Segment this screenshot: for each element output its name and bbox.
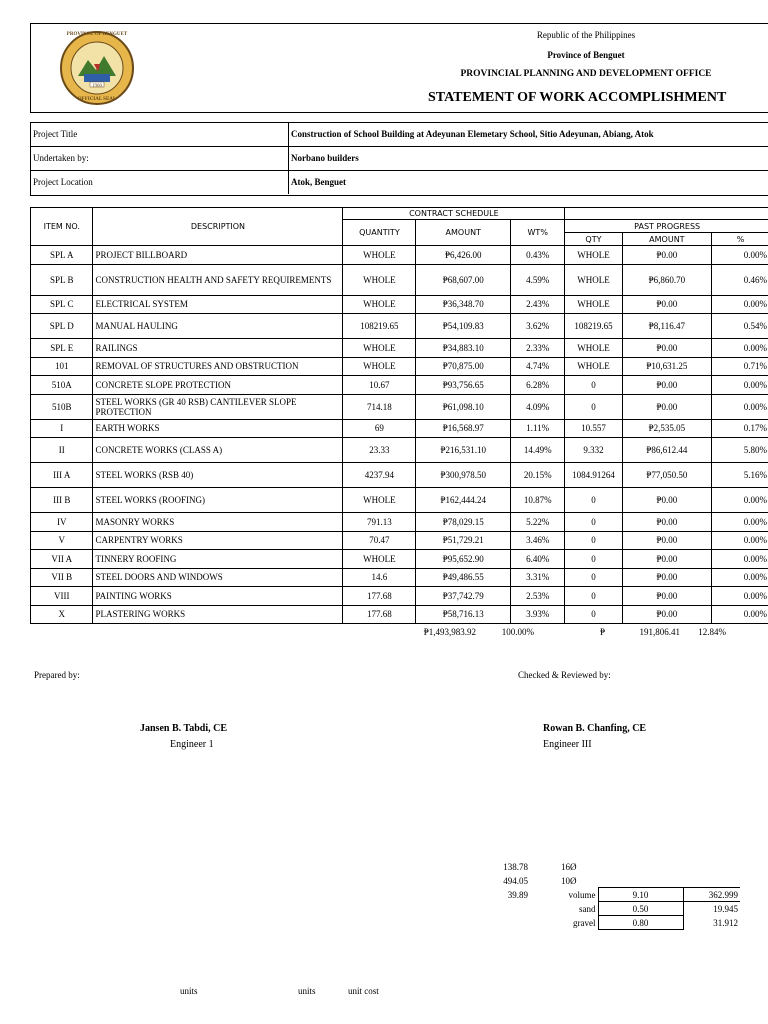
item-no-cell: SPL E [31, 339, 93, 358]
past-pct-cell: 5.80% [712, 438, 768, 463]
past-amount-cell: ₱0.00 [622, 605, 712, 624]
weight-pct-cell: 3.31% [511, 568, 565, 587]
amount-cell: ₱37,742.79 [416, 587, 511, 606]
project-title-value: Construction of School Building at Adeyunan Elemetary School, Sitio Adeyunan, Abiang, Atok [291, 129, 654, 139]
total-amount: ₱1,493,983.92 [423, 627, 476, 637]
past-amount-cell: ₱0.00 [622, 246, 712, 265]
amount-cell: ₱54,109.83 [416, 314, 511, 339]
col-qty-header: QUANTITY [343, 220, 416, 246]
item-no-cell: SPL A [31, 246, 93, 265]
past-qty-cell: 9.332 [565, 438, 622, 463]
amount-cell: ₱70,875.00 [416, 357, 511, 376]
past-pct-cell: 0.00% [712, 295, 768, 314]
description-cell: CONSTRUCTION HEALTH AND SAFETY REQUIREMENTS [93, 264, 343, 295]
quantity-cell: 14.6 [343, 568, 416, 587]
table-row [31, 246, 768, 265]
weight-pct-cell: 2.43% [511, 295, 565, 314]
volume-value: 9.10 [598, 888, 683, 902]
units-label-2: units [298, 986, 316, 996]
past-qty-cell: 0 [565, 568, 622, 587]
past-pct-cell: 0.00% [712, 246, 768, 265]
description-cell: STEEL WORKS (GR 40 RSB) CANTILEVER SLOPE PROTECTION [93, 394, 343, 419]
calc-table [540, 887, 740, 930]
past-pct-cell: 0.71% [712, 357, 768, 376]
amount-cell: ₱16,568.97 [416, 419, 511, 438]
description-cell: STEEL WORKS (RSB 40) [93, 463, 343, 488]
gravel-label: gravel [573, 917, 596, 928]
quantity-cell: WHOLE [343, 246, 416, 265]
past-pct-cell: 0.00% [712, 488, 768, 513]
col-pamount-header: AMOUNT [622, 233, 712, 246]
office-text: PROVINCIAL PLANNING AND DEVELOPMENT OFFICE [460, 69, 712, 79]
description-cell: CONCRETE SLOPE PROTECTION [93, 376, 343, 395]
past-qty-cell: 0 [565, 488, 622, 513]
checked-name: Rowan B. Chanfing, CE [543, 723, 647, 734]
past-amount-cell: ₱0.00 [622, 488, 712, 513]
undertaken-label: Undertaken by: [33, 153, 89, 163]
volume-result: 362.999 [683, 888, 740, 902]
past-amount-cell: ₱8,116.47 [622, 314, 712, 339]
units-label-1: units [180, 986, 198, 996]
seal-top-text: PROVINCE OF BENGUET [66, 32, 128, 37]
past-qty-cell: WHOLE [565, 264, 622, 295]
col-pqty-header: QTY [565, 233, 622, 246]
republic-text: Republic of the Philippines [536, 30, 636, 40]
calc-n1: 138.78 [503, 862, 528, 872]
past-amount-cell: ₱10,631.25 [622, 357, 712, 376]
past-qty-cell: 0 [565, 394, 622, 419]
past-pct-cell: 0.00% [712, 394, 768, 419]
quantity-cell: 70.47 [343, 531, 416, 550]
amount-cell: ₱49,486.55 [416, 568, 511, 587]
description-cell: REMOVAL OF STRUCTURES AND OBSTRUCTION [93, 357, 343, 376]
item-no-cell: I [31, 419, 93, 438]
quantity-cell: WHOLE [343, 264, 416, 295]
past-spacer [565, 208, 768, 220]
table-row [31, 605, 768, 624]
seal-bottom-text: OFFICIAL SEAL [77, 97, 117, 102]
past-amount-cell: ₱6,860.70 [622, 264, 712, 295]
description-cell: TINNERY ROOFING [93, 550, 343, 569]
description-cell: MANUAL HAULING [93, 314, 343, 339]
project-divider [288, 122, 289, 194]
amount-cell: ₱300,978.50 [416, 463, 511, 488]
weight-pct-cell: 14.49% [511, 438, 565, 463]
checked-title: Engineer III [543, 739, 592, 750]
col-wt-header: WT% [511, 220, 565, 246]
item-no-cell: 510B [31, 394, 93, 419]
total-past-pct: 12.84% [698, 627, 726, 637]
item-no-cell: VIII [31, 587, 93, 606]
description-cell: STEEL DOORS AND WINDOWS [93, 568, 343, 587]
seal-year: 1900 [92, 84, 102, 89]
item-no-cell: SPL C [31, 295, 93, 314]
past-amount-cell: ₱0.00 [622, 531, 712, 550]
checked-label: Checked & Reviewed by: [518, 670, 611, 680]
quantity-cell: WHOLE [343, 488, 416, 513]
past-qty-cell: 1084.91264 [565, 463, 622, 488]
sand-label: sand [579, 903, 596, 914]
amount-cell: ₱6,426.00 [416, 246, 511, 265]
item-no-cell: VII A [31, 550, 93, 569]
past-amount-cell: ₱86,612.44 [622, 438, 712, 463]
location-label: Project Location [33, 177, 93, 187]
table-row [31, 376, 768, 395]
total-wt: 100.00% [501, 627, 534, 637]
quantity-cell: 177.68 [343, 605, 416, 624]
past-qty-cell: 108219.65 [565, 314, 622, 339]
past-pct-cell: 0.00% [712, 550, 768, 569]
past-pct-cell: 0.00% [712, 587, 768, 606]
item-no-cell: V [31, 531, 93, 550]
province-text: Province of Benguet [547, 50, 625, 60]
col-item-header: ITEM NO. [31, 208, 93, 246]
table-row [31, 488, 768, 513]
description-cell: MASONRY WORKS [93, 513, 343, 532]
quantity-cell: 4237.94 [343, 463, 416, 488]
past-amount-cell: ₱0.00 [622, 568, 712, 587]
item-no-cell: VII B [31, 568, 93, 587]
past-pct-cell: 0.46% [712, 264, 768, 295]
past-qty-cell: WHOLE [565, 295, 622, 314]
amount-cell: ₱162,444.24 [416, 488, 511, 513]
description-cell: STEEL WORKS (ROOFING) [93, 488, 343, 513]
quantity-cell: WHOLE [343, 550, 416, 569]
past-qty-cell: 0 [565, 587, 622, 606]
quantity-cell: 69 [343, 419, 416, 438]
item-no-cell: III A [31, 463, 93, 488]
weight-pct-cell: 3.46% [511, 531, 565, 550]
past-amount-cell: ₱0.00 [622, 339, 712, 358]
page-title: STATEMENT OF WORK ACCOMPLISHMENT [428, 90, 727, 105]
total-peso-sign: ₱ [600, 627, 606, 637]
gravel-value: 0.80 [598, 916, 683, 930]
weight-pct-cell: 3.62% [511, 314, 565, 339]
amount-cell: ₱51,729.21 [416, 531, 511, 550]
past-qty-cell: 0 [565, 513, 622, 532]
total-past-amount: 191,806.41 [639, 627, 680, 637]
past-pct-cell: 0.00% [712, 568, 768, 587]
item-no-cell: IV [31, 513, 93, 532]
table-row [31, 531, 768, 550]
past-qty-cell: 0 [565, 550, 622, 569]
quantity-cell: 177.68 [343, 587, 416, 606]
amount-cell: ₱58,716.13 [416, 605, 511, 624]
weight-pct-cell: 1.11% [511, 419, 565, 438]
weight-pct-cell: 2.53% [511, 587, 565, 606]
past-pct-cell: 0.00% [712, 531, 768, 550]
unit-cost-label: unit cost [348, 986, 379, 996]
past-qty-cell: 10.557 [565, 419, 622, 438]
item-no-cell: SPL D [31, 314, 93, 339]
undertaken-value: Norbano builders [291, 153, 359, 163]
col-desc-header: DESCRIPTION [93, 208, 343, 246]
sand-result: 19.945 [713, 903, 738, 914]
description-cell: PROJECT BILLBOARD [93, 246, 343, 265]
item-no-cell: SPL B [31, 264, 93, 295]
table-row [31, 513, 768, 532]
table-row [31, 550, 768, 569]
past-pct-cell: 0.00% [712, 605, 768, 624]
past-amount-cell: ₱0.00 [622, 513, 712, 532]
amount-cell: ₱216,531.10 [416, 438, 511, 463]
weight-pct-cell: 4.74% [511, 357, 565, 376]
quantity-cell: 23.33 [343, 438, 416, 463]
item-no-cell: III B [31, 488, 93, 513]
table-row [31, 463, 768, 488]
calc-n2b: 10Ø [561, 876, 577, 886]
past-amount-cell: ₱0.00 [622, 376, 712, 395]
past-qty-cell: 0 [565, 605, 622, 624]
past-qty-cell: WHOLE [565, 246, 622, 265]
amount-cell: ₱78,029.15 [416, 513, 511, 532]
past-pct-cell: 0.54% [712, 314, 768, 339]
table-row [31, 314, 768, 339]
quantity-cell: WHOLE [343, 339, 416, 358]
weight-pct-cell: 20.15% [511, 463, 565, 488]
quantity-cell: 10.67 [343, 376, 416, 395]
amount-cell: ₱61,098.10 [416, 394, 511, 419]
accomplishment-table [30, 207, 768, 624]
quantity-cell: WHOLE [343, 357, 416, 376]
col-amount-header: AMOUNT [416, 220, 511, 246]
weight-pct-cell: 3.93% [511, 605, 565, 624]
past-amount-cell: ₱0.00 [622, 550, 712, 569]
table-row [31, 438, 768, 463]
gravel-result: 31.912 [713, 917, 738, 928]
volume-label: volume [568, 889, 596, 900]
past-amount-cell: ₱2,535.05 [622, 419, 712, 438]
calc-n2: 494.05 [503, 876, 528, 886]
past-qty-cell: WHOLE [565, 339, 622, 358]
project-title-label: Project Title [33, 129, 78, 139]
weight-pct-cell: 10.87% [511, 488, 565, 513]
table-row [31, 264, 768, 295]
amount-cell: ₱93,756.65 [416, 376, 511, 395]
past-amount-cell: ₱0.00 [622, 394, 712, 419]
official-seal-icon [56, 30, 138, 106]
item-no-cell: 101 [31, 357, 93, 376]
table-row [31, 419, 768, 438]
description-cell: PLASTERING WORKS [93, 605, 343, 624]
past-amount-cell: ₱0.00 [622, 295, 712, 314]
prepared-name: Jansen B. Tabdi, CE [140, 723, 227, 734]
description-cell: CARPENTRY WORKS [93, 531, 343, 550]
description-cell: PAINTING WORKS [93, 587, 343, 606]
table-row [31, 568, 768, 587]
amount-cell: ₱34,883.10 [416, 339, 511, 358]
contract-schedule-header: CONTRACT SCHEDULE [343, 208, 565, 220]
past-amount-cell: ₱77,050.50 [622, 463, 712, 488]
description-cell: ELECTRICAL SYSTEM [93, 295, 343, 314]
past-progress-header: PAST PROGRESS [565, 220, 768, 233]
past-pct-cell: 0.17% [712, 419, 768, 438]
item-no-cell: II [31, 438, 93, 463]
col-ppct-header: % [712, 233, 768, 246]
past-qty-cell: 0 [565, 376, 622, 395]
amount-cell: ₱36,348.70 [416, 295, 511, 314]
amount-cell: ₱95,652.90 [416, 550, 511, 569]
item-no-cell: 510A [31, 376, 93, 395]
table-row [31, 357, 768, 376]
prepared-label: Prepared by: [34, 670, 80, 680]
weight-pct-cell: 0.43% [511, 246, 565, 265]
description-cell: EARTH WORKS [93, 419, 343, 438]
quantity-cell: 714.18 [343, 394, 416, 419]
past-qty-cell: 0 [565, 531, 622, 550]
weight-pct-cell: 4.09% [511, 394, 565, 419]
amount-cell: ₱68,607.00 [416, 264, 511, 295]
table-row [31, 587, 768, 606]
prepared-title: Engineer 1 [170, 739, 214, 750]
calc-n1b: 16Ø [561, 862, 577, 872]
past-pct-cell: 0.00% [712, 513, 768, 532]
sand-value: 0.50 [598, 902, 683, 916]
calc-n3: 39.89 [507, 890, 528, 900]
weight-pct-cell: 6.40% [511, 550, 565, 569]
description-cell: CONCRETE WORKS (CLASS A) [93, 438, 343, 463]
project-row-line [30, 170, 768, 171]
past-pct-cell: 5.16% [712, 463, 768, 488]
table-row [31, 394, 768, 419]
table-row [31, 295, 768, 314]
weight-pct-cell: 2.33% [511, 339, 565, 358]
quantity-cell: 108219.65 [343, 314, 416, 339]
weight-pct-cell: 6.28% [511, 376, 565, 395]
past-amount-cell: ₱0.00 [622, 587, 712, 606]
project-row-line [30, 146, 768, 147]
past-qty-cell: WHOLE [565, 357, 622, 376]
quantity-cell: 791.13 [343, 513, 416, 532]
location-value: Atok, Benguet [291, 177, 347, 187]
quantity-cell: WHOLE [343, 295, 416, 314]
past-pct-cell: 0.00% [712, 339, 768, 358]
past-pct-cell: 0.00% [712, 376, 768, 395]
weight-pct-cell: 4.59% [511, 264, 565, 295]
table-row [31, 339, 768, 358]
weight-pct-cell: 5.22% [511, 513, 565, 532]
item-no-cell: X [31, 605, 93, 624]
description-cell: RAILINGS [93, 339, 343, 358]
